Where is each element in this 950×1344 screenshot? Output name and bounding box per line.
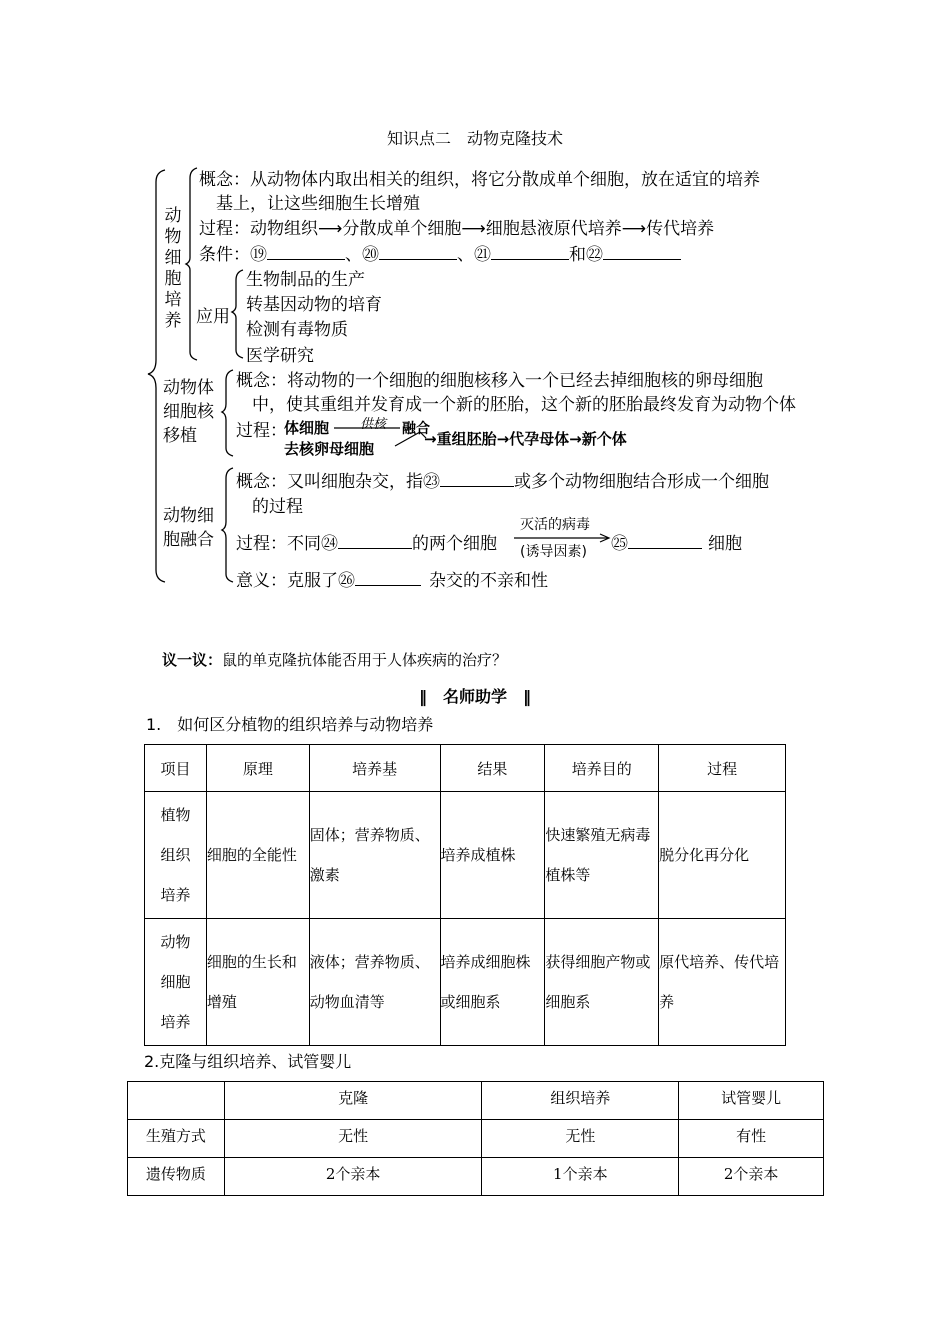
cell-process: 原代培养、传代培养 [659,919,786,1046]
application-label: 应用 [196,307,230,327]
cell-purpose: 快速繁殖无病毒植株等 [545,792,659,919]
culture-concept-line2: 基上，让这些细胞生长增殖 [216,194,420,214]
row-item: 植物 组织 培养 [145,792,207,919]
blank-25-number: ㉕ [611,534,628,554]
page-title: 知识点二 动物克隆技术 [386,129,563,148]
arrow-bottom-label: (诱导因素) [520,544,587,560]
blank-20-number: ⑳ [362,245,379,265]
table-cell: 2个亲本 [679,1158,824,1196]
table-header [128,1082,225,1120]
blank-24-number: ㉔ [321,534,338,554]
comparison-table-1 [144,744,786,1046]
cell-purpose: 获得细胞产物或细胞系 [545,919,659,1046]
nuclear-label: 动物体 细胞核 移植 [163,378,214,446]
comparison-table-2 [127,1081,824,1196]
fusion-concept-line1: 概念：又叫细胞杂交，指㉓ 或多个动物细胞结合形成一个细胞 [236,472,769,492]
cell-result: 培养成细胞株或细胞系 [440,919,545,1046]
row-label: 生殖方式 [128,1120,225,1158]
nuclear-process-prefix: 过程： [236,421,287,441]
arrow-icon: ⟶ [461,219,486,239]
table-header: 组织培养 [482,1082,679,1120]
table-cell: 有性 [679,1120,824,1158]
nuclear-concept-line1: 概念：将动物的一个细胞的细胞核移入一个已经去掉细胞核的卵母细胞 [236,371,763,391]
fusion-concept-line2: 的过程 [252,497,303,517]
culture-label: 动 物 细 胞 培 养 [164,206,182,331]
fusion-label: 动物细 胞融合 [163,506,214,550]
culture-process: 过程：动物组织⟶分散成单个细胞⟶细胞悬液原代培养⟶传代培养 [199,219,715,239]
blank-26-number: ㉖ [338,571,355,591]
culture-conditions: 条件：⑲ 、⑳ 、㉑ 和㉒ [199,240,681,265]
row-label: 遗传物质 [128,1158,225,1196]
discussion: 议一议：鼠的单克隆抗体能否用于人体疾病的治疗？ [162,651,508,669]
arrow-top-label: 灭活的病毒 [520,517,590,533]
fusion-process: 过程：不同㉔ 的两个细胞 [236,534,497,554]
table-cell: 2个亲本 [224,1158,482,1196]
table-header-row [145,745,786,792]
nucleus-donor: 供核 [360,417,387,432]
table-header: 项目 [145,745,207,792]
fusion-meaning: 意义：克服了㉖ 杂交的不亲和性 [236,571,548,591]
blank-19-number: ⑲ [250,245,267,265]
application-item: 检测有毒物质 [246,320,348,340]
application-item: 转基因动物的培育 [246,295,382,315]
cell-medium: 固体；营养物质、激素 [309,792,440,919]
arrow-icon: ⟶ [318,219,343,239]
table-header: 培养目的 [545,745,659,792]
enucleated-oocyte: 去核卵母细胞 [284,440,375,458]
table-cell: 1个亲本 [482,1158,679,1196]
question-2: 2.克隆与组织培养、试管婴儿 [144,1052,352,1071]
table-cell: 无性 [482,1120,679,1158]
application-item: 生物制品的生产 [246,270,365,290]
table-header: 结果 [440,745,545,792]
fusion-process-end: ㉕ 细胞 [611,534,742,554]
table-row [145,919,786,1046]
table-cell: 无性 [224,1120,482,1158]
table-header: 培养基 [309,745,440,792]
fusion-word: 融合 [402,421,430,437]
blank-23-number: ㉓ [423,472,440,492]
table-row [145,792,786,919]
nuclear-concept-line2: 中，使其重组并发育成一个新的胚胎，这个新的胚胎最终发育为动物个体 [252,395,796,415]
table-header-row [128,1082,824,1120]
blank-21-number: ㉑ [474,245,491,265]
blank-22-number: ㉒ [586,245,603,265]
table-header: 试管婴儿 [679,1082,824,1120]
cell-medium: 液体；营养物质、动物血清等 [309,919,440,1046]
cell-principle: 细胞的生长和增殖 [206,919,309,1046]
row-item: 动物 细胞 培养 [145,919,207,1046]
table-header: 原理 [206,745,309,792]
table-header: 克隆 [224,1082,482,1120]
table-row [128,1158,824,1196]
body-cell: 体细胞 [284,419,330,437]
cell-process: 脱分化再分化 [659,792,786,919]
cell-result: 培养成植株 [440,792,545,919]
section-header: ‖ 名师助学 ‖ [418,687,531,706]
blank-26 [355,571,421,586]
blank-25 [628,534,702,549]
table-row [128,1120,824,1158]
application-item: 医学研究 [246,346,314,366]
arrow-icon: ⟶ [621,219,647,239]
question-1: 1. 如何区分植物的组织培养与动物培养 [146,715,434,734]
table-header: 过程 [659,745,786,792]
cell-principle: 细胞的全能性 [206,792,309,919]
culture-concept-line1: 概念：从动物体内取出相关的组织，将它分散成单个细胞，放在适宜的培养 [199,170,760,190]
nuclear-process-rest: →重组胚胎→代孕母体→新个体 [424,430,627,448]
